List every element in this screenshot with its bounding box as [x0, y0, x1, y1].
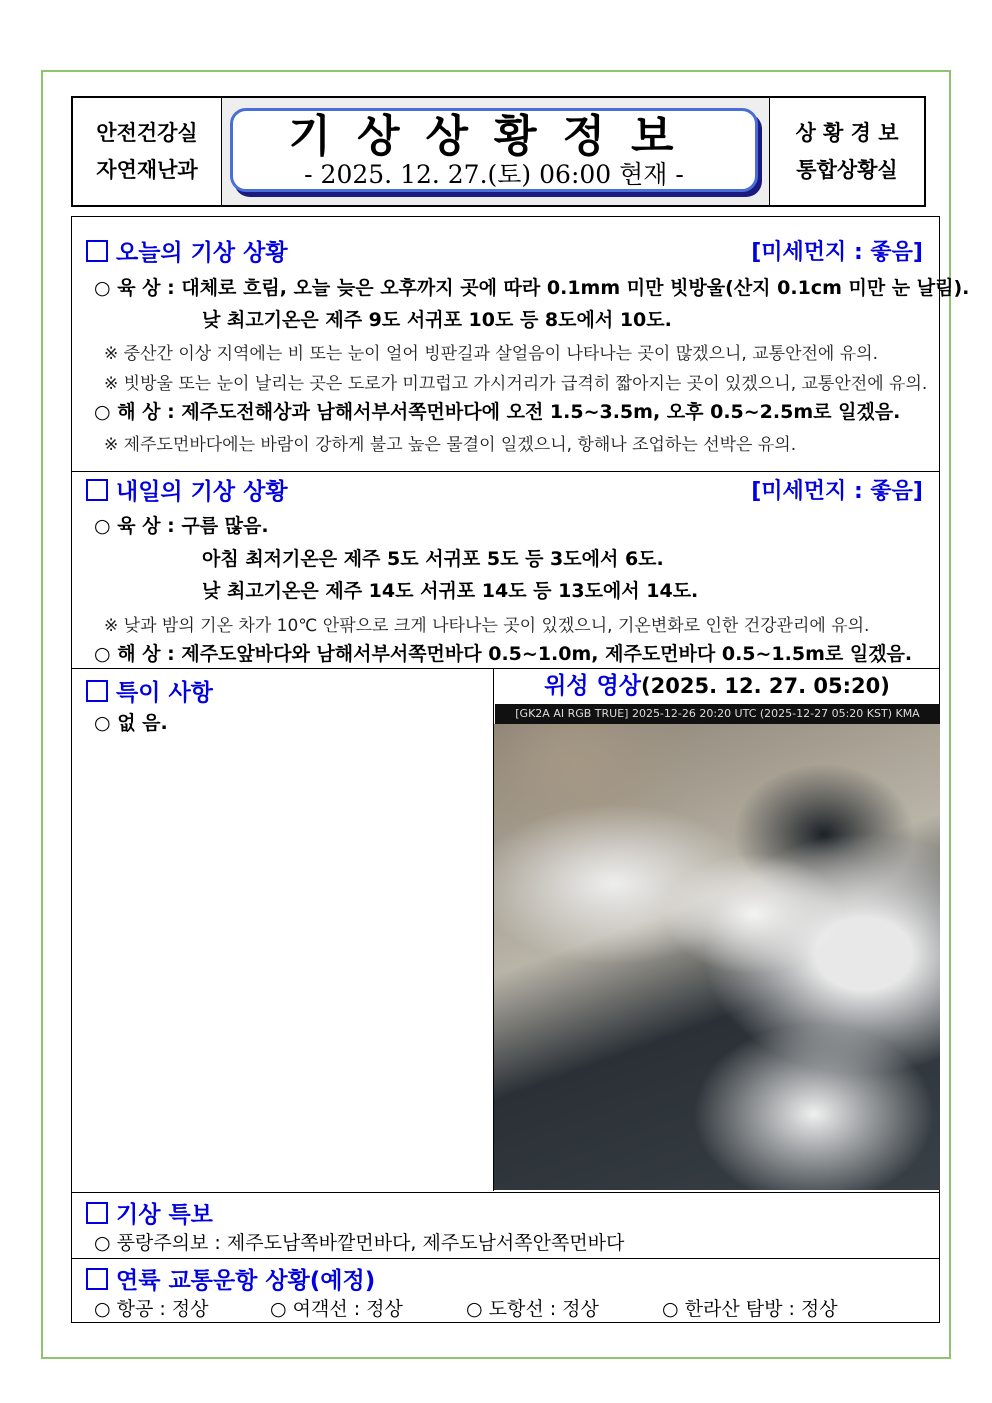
checkbox-icon — [86, 1202, 108, 1224]
title-area — [222, 98, 769, 205]
report-body — [71, 216, 970, 1323]
title-box — [230, 108, 758, 192]
heading-text: 오늘의 기상 상황 — [116, 240, 288, 266]
section-heading — [86, 1196, 213, 1229]
dept-right — [769, 98, 924, 205]
special-section — [72, 668, 939, 1193]
heading-text: 내일의 기상 상황 — [116, 479, 288, 505]
checkbox-icon — [86, 680, 108, 702]
note: ※ 제주도먼바다에는 바람이 강하게 불고 높은 물결이 일겠으니, 항해나 조업하는 선박은 유의. — [104, 435, 797, 455]
heading-text: 특이 사항 — [116, 680, 213, 706]
land-forecast: ○ 육 상 : 구름 많음. — [94, 515, 269, 537]
satellite-panel — [493, 668, 940, 1191]
warning-line: ○ 풍랑주의보 : 제주도남쪽바깥먼바다, 제주도남서쪽안쪽먼바다 — [94, 1232, 625, 1254]
transport-section — [72, 1258, 939, 1322]
satellite-image — [494, 724, 940, 1190]
transport-air: ○ 항공 : 정상 — [94, 1298, 209, 1320]
dept-line: 상 황 경 보 — [795, 120, 899, 145]
land-forecast: ○ 육 상 : 대체로 흐림, 오늘 늦은 오후까지 곳에 따라 0.1mm 미만 빗방울(산지 0.1cm 미만 눈 날림). — [94, 277, 970, 299]
transport-island-ferry: ○ 도항선 : 정상 — [466, 1298, 599, 1320]
note: ※ 중산간 이상 지역에는 비 또는 눈이 얼어 빙판길과 살얼음이 나타나는 곳이 많겠으니, 교통안전에 유의. — [104, 344, 879, 364]
satellite-caption — [494, 668, 940, 704]
temp-forecast: 낮 최고기온은 제주 9도 서귀포 10도 등 8도에서 10도. — [202, 309, 672, 331]
today-section — [72, 217, 970, 472]
checkbox-icon — [86, 479, 108, 501]
dept-line: 자연재난과 — [96, 157, 198, 182]
transport-hallasan: ○ 한라산 탐방 : 정상 — [662, 1298, 838, 1320]
heading-text: 연륙 교통운항 상황(예정) — [116, 1268, 376, 1294]
transport-ferry: ○ 여객선 : 정상 — [270, 1298, 403, 1320]
report-date: - 2025. 12. 27.(토) 06:00 현재 - — [304, 160, 684, 189]
checkbox-icon — [86, 240, 108, 262]
sea-forecast: ○ 해 상 : 제주도전해상과 남해서부서쪽먼바다에 오전 1.5~3.5m, 오후 0.5~2.5m로 일겠음. — [94, 401, 901, 423]
sea-forecast: ○ 해 상 : 제주도앞바다와 남해서부서쪽먼바다 0.5~1.0m, 제주도먼바다 0.5~1.5m로 일겠음. — [94, 643, 913, 665]
max-temp: 낮 최고기온은 제주 14도 서귀포 14도 등 13도에서 14도. — [202, 580, 699, 602]
section-heading — [86, 674, 213, 707]
dept-line: 안전건강실 — [96, 120, 198, 145]
note: ※ 낮과 밤의 기온 차가 10℃ 안팎으로 크게 나타나는 곳이 있겠으니, 기온변화로 인한 건강관리에 유의. — [104, 616, 870, 636]
satellite-time: (2025. 12. 27. 05:20) — [641, 674, 890, 698]
note: ※ 빗방울 또는 눈이 날리는 곳은 도로가 미끄럽고 가시거리가 급격히 짧아지는 곳이 있겠으니, 교통안전에 유의. — [104, 374, 928, 394]
fine-dust-status: [미세먼지 : 좋음] — [751, 240, 923, 265]
page-title: 기상상황정보 — [288, 111, 700, 162]
tomorrow-section — [72, 471, 939, 669]
min-temp: 아침 최저기온은 제주 5도 서귀포 5도 등 3도에서 6도. — [202, 548, 664, 570]
checkbox-icon — [86, 1268, 108, 1290]
satellite-banner: [GK2A AI RGB TRUE] 2025-12-26 20:20 UTC (2025-12-27 05:20 KST) KMA — [495, 704, 940, 724]
special-note: ○ 없 음. — [94, 712, 168, 734]
dept-left — [73, 98, 222, 205]
section-heading — [86, 1262, 375, 1295]
warning-section — [72, 1192, 939, 1259]
fine-dust-status: [미세먼지 : 좋음] — [751, 479, 923, 504]
satellite-title: 위성 영상 — [544, 673, 642, 699]
dept-line: 통합상황실 — [796, 157, 898, 182]
section-heading — [86, 473, 288, 506]
heading-text: 기상 특보 — [116, 1202, 213, 1228]
header — [71, 96, 926, 207]
section-heading — [86, 234, 288, 267]
